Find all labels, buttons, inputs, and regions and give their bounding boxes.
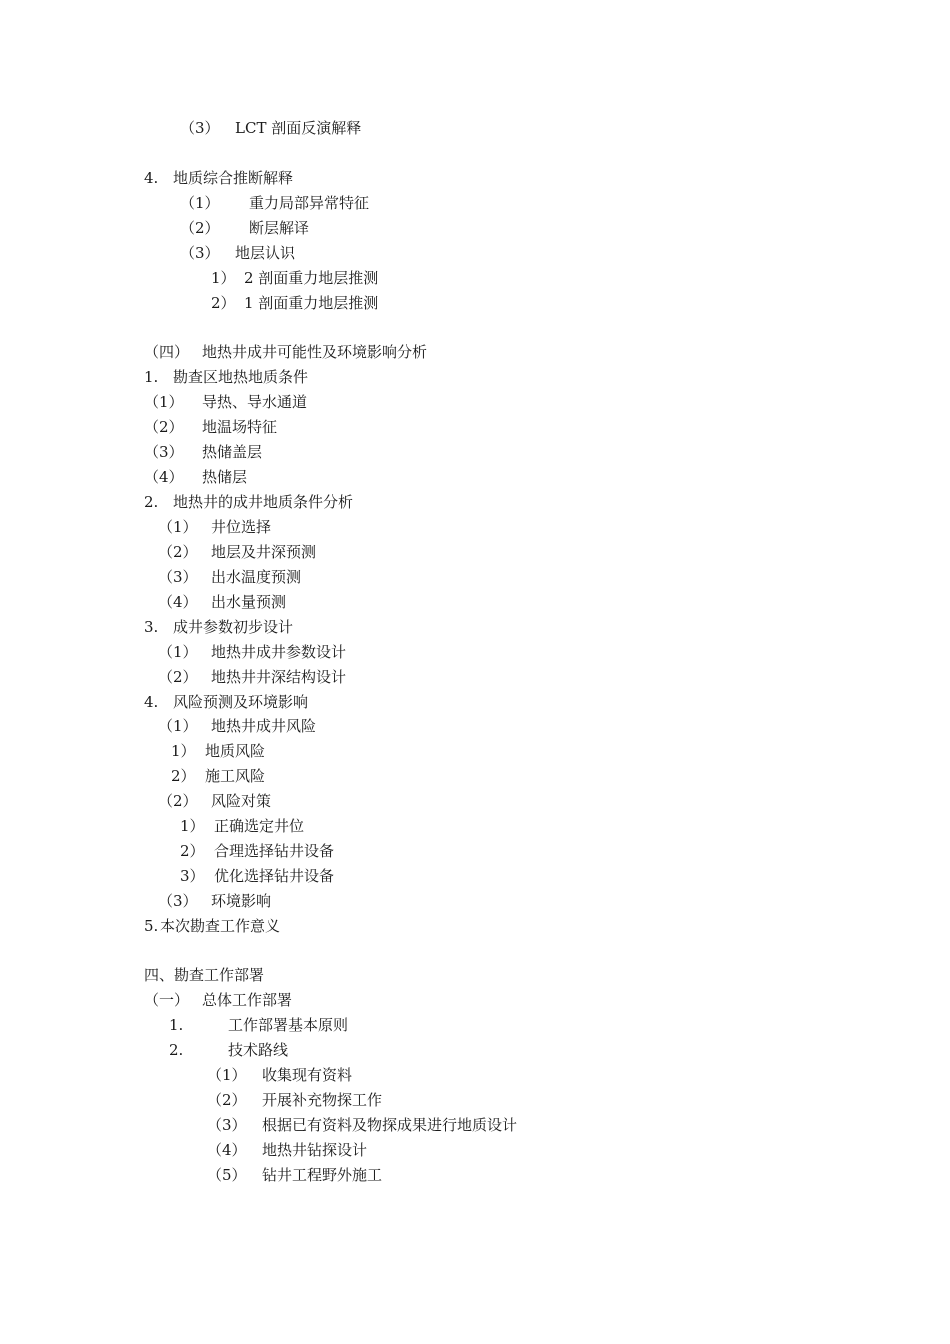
toc-text: 合理选择钻井设备 [214, 842, 335, 860]
toc-text: 出水量预测 [211, 593, 287, 611]
toc-number: （1） [144, 393, 184, 411]
toc-number: （1） [158, 717, 198, 735]
toc-number: （2） [207, 1091, 247, 1109]
toc-text: 井位选择 [211, 518, 272, 536]
toc-number: （2） [158, 543, 198, 561]
toc-text: 施工风险 [205, 767, 266, 785]
toc-number: （2） [158, 668, 198, 686]
toc-text: 地层认识 [235, 244, 296, 262]
toc-number: 2） [180, 842, 205, 860]
toc-number: 1. [144, 368, 159, 386]
toc-text: 地层及井深预测 [211, 543, 317, 561]
toc-number: （3） [180, 119, 220, 137]
toc-text: 地热井成井参数设计 [211, 643, 347, 661]
toc-number: 4. [144, 693, 159, 711]
toc-text: 热储盖层 [202, 443, 263, 461]
toc-text: 地热井钻探设计 [262, 1141, 368, 1159]
toc-text: LCT 剖面反演解释 [235, 119, 362, 137]
toc-number: （3） [180, 244, 220, 262]
toc-text: 优化选择钻井设备 [214, 867, 335, 885]
toc-number: 2） [171, 767, 196, 785]
toc-number: 5. [144, 917, 159, 935]
toc-text: 开展补充物探工作 [262, 1091, 383, 1109]
toc-number: （1） [207, 1066, 247, 1084]
toc-number: （4） [207, 1141, 247, 1159]
toc-number: 2. [169, 1041, 184, 1059]
toc-number: 1） [180, 817, 205, 835]
toc-number: （4） [144, 468, 184, 486]
toc-text: 成井参数初步设计 [173, 618, 294, 636]
toc-number: 1. [169, 1016, 184, 1034]
toc-text: 收集现有资料 [262, 1066, 353, 1084]
toc-number: （3） [207, 1116, 247, 1134]
toc-text: 出水温度预测 [211, 568, 302, 586]
toc-text: 断层解译 [249, 219, 310, 237]
toc-text: 地质风险 [205, 742, 266, 760]
toc-text: 导热、导水通道 [202, 393, 308, 411]
toc-number: 2） [211, 294, 236, 312]
toc-text: 风险预测及环境影响 [173, 693, 309, 711]
toc-text: 1 剖面重力地层推测 [244, 294, 379, 312]
toc-number: （2） [180, 219, 220, 237]
toc-text: 环境影响 [211, 892, 272, 910]
toc-text: 四、勘查工作部署 [144, 966, 265, 984]
toc-number: （2） [144, 418, 184, 436]
toc-number: （3） [158, 892, 198, 910]
toc-number: 1） [171, 742, 196, 760]
toc-number: （5） [207, 1166, 247, 1184]
toc-text: 技术路线 [228, 1041, 289, 1059]
toc-text: 正确选定井位 [214, 817, 305, 835]
toc-number: 3） [180, 867, 205, 885]
toc-text: 2 剖面重力地层推测 [244, 269, 379, 287]
toc-text: 钻井工程野外施工 [262, 1166, 383, 1184]
toc-text: 本次勘查工作意义 [160, 917, 281, 935]
toc-text: 地温场特征 [202, 418, 278, 436]
toc-number: （一） [144, 991, 190, 1009]
toc-number: （3） [144, 443, 184, 461]
toc-text: 风险对策 [211, 792, 272, 810]
toc-number: 2. [144, 493, 159, 511]
toc-number: （1） [158, 518, 198, 536]
toc-text: 勘查区地热地质条件 [173, 368, 309, 386]
toc-text: 地热井成井风险 [211, 717, 317, 735]
toc-number: （四） [144, 343, 190, 361]
toc-text: 地热井成井可能性及环境影响分析 [202, 343, 428, 361]
toc-text: 热储层 [202, 468, 248, 486]
toc-text: 地热井的成井地质条件分析 [173, 493, 354, 511]
toc-number: （3） [158, 568, 198, 586]
toc-number: 3. [144, 618, 159, 636]
toc-number: （2） [158, 792, 198, 810]
toc-text: 重力局部异常特征 [249, 194, 370, 212]
toc-text: 地质综合推断解释 [173, 169, 294, 187]
toc-number: （4） [158, 593, 198, 611]
toc-text: 地热井井深结构设计 [211, 668, 347, 686]
toc-number: 1） [211, 269, 236, 287]
toc-text: 工作部署基本原则 [228, 1016, 349, 1034]
toc-text: 总体工作部署 [202, 991, 293, 1009]
toc-number: 4. [144, 169, 159, 187]
toc-number: （1） [158, 643, 198, 661]
toc-text: 根据已有资料及物探成果进行地质设计 [262, 1116, 518, 1134]
toc-number: （1） [180, 194, 220, 212]
